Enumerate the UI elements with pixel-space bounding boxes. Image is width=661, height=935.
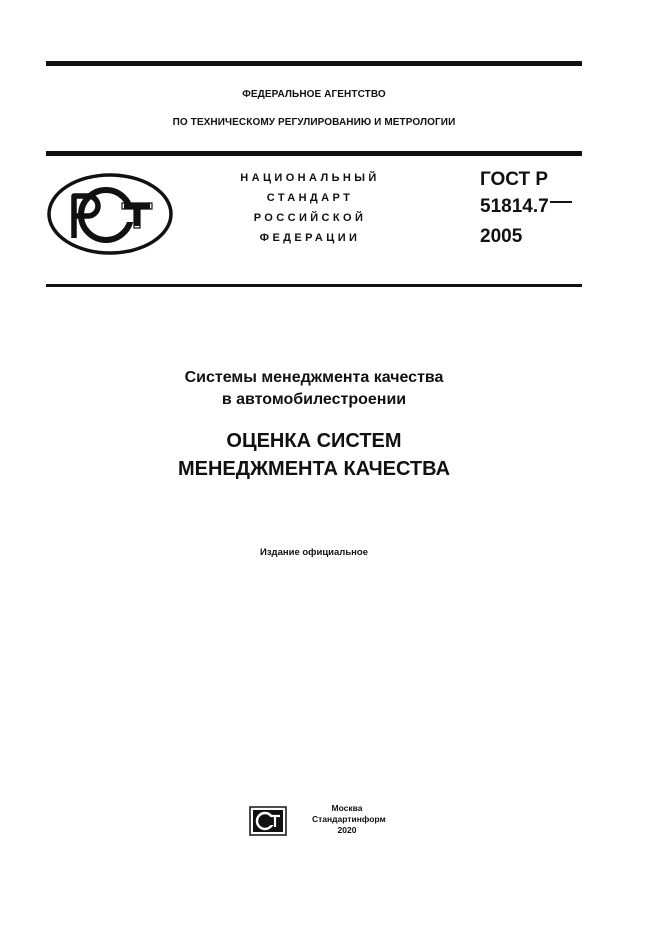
block-rule — [46, 284, 582, 287]
document-subtitle-line2: в автомобилестроении — [221, 391, 407, 408]
standard-number: 51814.7 — [480, 196, 549, 217]
document-title-line2: МЕНЕДЖМЕНТА КАЧЕСТВА — [177, 458, 451, 480]
agency-name-line1: ФЕДЕРАЛЬНОЕ АГЕНТСТВО — [242, 89, 386, 100]
top-rule — [46, 61, 582, 66]
national-standard-line: ФЕДЕРАЦИИ — [259, 232, 361, 244]
publisher-city: Москва — [331, 803, 363, 813]
header-rule — [46, 151, 582, 156]
document-title-line1: ОЦЕНКА СИСТЕМ — [226, 430, 402, 452]
standard-designation-prefix: ГОСТ Р — [480, 169, 549, 190]
standartinform-logo-icon — [249, 806, 287, 836]
national-standard-line: НАЦИОНАЛЬНЫЙ — [240, 172, 380, 184]
standard-designation-number — [480, 194, 572, 220]
publisher-name: Стандартинформ — [312, 814, 386, 824]
edition-note: Издание официальное — [260, 547, 368, 558]
national-standard-line: СТАНДАРТ — [266, 192, 354, 204]
publication-year: 2020 — [337, 825, 357, 835]
rst-certification-mark-icon — [46, 172, 174, 256]
national-standard-line: РОССИЙСКОЙ — [253, 212, 367, 224]
document-subtitle-line1: Системы менеджмента качества — [184, 369, 444, 386]
agency-name-line2: ПО ТЕХНИЧЕСКОМУ РЕГУЛИРОВАНИЮ И МЕТРОЛОГИИ — [172, 117, 456, 128]
standard-designation-year: 2005 — [480, 226, 523, 247]
designation-dash — [550, 201, 572, 203]
